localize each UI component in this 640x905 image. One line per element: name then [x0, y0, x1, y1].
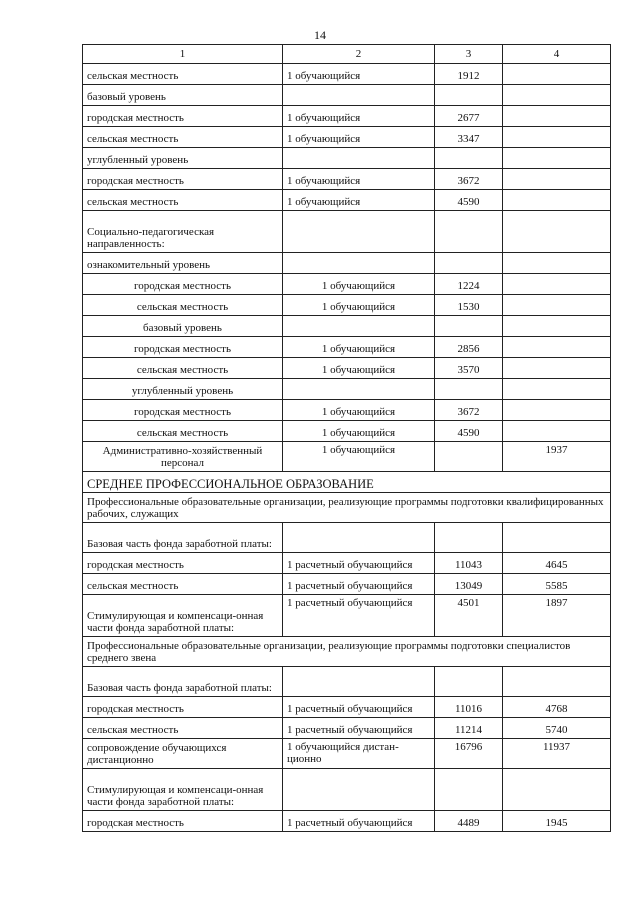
table-row	[83, 64, 611, 85]
row-value-2	[503, 64, 611, 85]
category-heading: Социально-педагогическая направленность:	[83, 211, 283, 253]
row-unit: 1 обучающийся	[283, 106, 435, 127]
row-value: 3672	[435, 400, 503, 421]
row-unit: 1 обучающийся	[283, 442, 435, 472]
row-label: Стимулирующая и компенсаци-онная части фонда заработной платы:	[83, 769, 283, 811]
row-label: углубленный уровень	[83, 379, 283, 400]
row-unit	[283, 316, 435, 337]
header-cell: 4	[503, 45, 611, 64]
row-value-2	[503, 190, 611, 211]
section-row	[83, 472, 611, 493]
row-value-2	[503, 667, 611, 697]
row-value-2	[503, 211, 611, 253]
row-value	[435, 211, 503, 253]
row-label: городская местность	[83, 337, 283, 358]
row-label: сопровождение обучающихся дистанционно	[83, 739, 283, 769]
row-unit	[283, 667, 435, 697]
row-value-2: 1937	[503, 442, 611, 472]
table-row	[83, 421, 611, 442]
row-unit: 1 обучающийся	[283, 400, 435, 421]
row-label: городская местность	[83, 274, 283, 295]
table-row	[83, 667, 611, 697]
table-row	[83, 85, 611, 106]
row-value: 1530	[435, 295, 503, 316]
subsection-row	[83, 493, 611, 523]
row-unit: 1 обучающийся	[283, 127, 435, 148]
table-row	[83, 442, 611, 472]
header-row	[83, 45, 611, 64]
row-label: сельская местность	[83, 358, 283, 379]
row-value-2	[503, 316, 611, 337]
table-row	[83, 169, 611, 190]
row-label: городская местность	[83, 553, 283, 574]
table-row	[83, 811, 611, 832]
table-row	[83, 190, 611, 211]
row-label: городская местность	[83, 697, 283, 718]
row-unit: 1 обучающийся дистан-ционно	[283, 739, 435, 769]
row-label: городская местность	[83, 811, 283, 832]
subsection-heading: Профессиональные образовательные организации, реализующие программы подготовки квалифицированных рабочих, служащих	[83, 493, 611, 523]
row-value	[435, 667, 503, 697]
header-cell: 2	[283, 45, 435, 64]
row-unit	[283, 85, 435, 106]
row-value-2	[503, 148, 611, 169]
header-cell: 3	[435, 45, 503, 64]
row-label: городская местность	[83, 400, 283, 421]
row-value: 4501	[435, 595, 503, 637]
row-value	[435, 523, 503, 553]
row-label: сельская местность	[83, 574, 283, 595]
row-unit: 1 обучающийся	[283, 421, 435, 442]
row-unit: 1 обучающийся	[283, 358, 435, 379]
row-value	[435, 769, 503, 811]
row-value-2	[503, 253, 611, 274]
row-label: городская местность	[83, 106, 283, 127]
row-value	[435, 442, 503, 472]
table-row	[83, 274, 611, 295]
row-value-2	[503, 106, 611, 127]
row-value-2	[503, 358, 611, 379]
row-value-2	[503, 127, 611, 148]
row-value: 13049	[435, 574, 503, 595]
row-label: городская местность	[83, 169, 283, 190]
row-unit: 1 расчетный обучающийся	[283, 574, 435, 595]
row-unit	[283, 148, 435, 169]
row-label: Административно-хозяйственный персонал	[83, 442, 283, 472]
row-value: 1224	[435, 274, 503, 295]
row-value	[435, 148, 503, 169]
table-row	[83, 295, 611, 316]
table-row	[83, 127, 611, 148]
table-row	[83, 211, 611, 253]
row-value	[435, 85, 503, 106]
row-label: сельская местность	[83, 190, 283, 211]
table-row	[83, 595, 611, 637]
row-value: 4489	[435, 811, 503, 832]
row-label: углубленный уровень	[83, 148, 283, 169]
table-row	[83, 106, 611, 127]
section-heading: СРЕДНЕЕ ПРОФЕССИОНАЛЬНОЕ ОБРАЗОВАНИЕ	[83, 472, 611, 493]
row-unit	[283, 523, 435, 553]
row-value: 2856	[435, 337, 503, 358]
row-unit: 1 расчетный обучающийся	[283, 553, 435, 574]
row-value-2: 11937	[503, 739, 611, 769]
subsection-heading: Профессиональные образовательные организации, реализующие программы подготовки специалистов среднего звена	[83, 637, 611, 667]
row-unit: 1 расчетный обучающийся	[283, 718, 435, 739]
table-row	[83, 769, 611, 811]
row-value-2	[503, 295, 611, 316]
row-value-2: 5740	[503, 718, 611, 739]
row-value	[435, 316, 503, 337]
row-unit	[283, 253, 435, 274]
table-row	[83, 553, 611, 574]
table-row	[83, 337, 611, 358]
table-row	[83, 523, 611, 553]
row-label: базовый уровень	[83, 316, 283, 337]
table-row	[83, 718, 611, 739]
row-unit	[283, 379, 435, 400]
row-unit: 1 обучающийся	[283, 64, 435, 85]
row-value-2	[503, 421, 611, 442]
row-label: сельская местность	[83, 421, 283, 442]
row-label: Стимулирующая и компенсаци-онная части фонда заработной платы:	[83, 595, 283, 637]
row-unit: 1 обучающийся	[283, 169, 435, 190]
row-label: сельская местность	[83, 718, 283, 739]
row-label: Базовая часть фонда заработной платы:	[83, 667, 283, 697]
row-label: сельская местность	[83, 295, 283, 316]
row-value: 2677	[435, 106, 503, 127]
row-value: 4590	[435, 190, 503, 211]
row-label: сельская местность	[83, 64, 283, 85]
row-value-2: 4768	[503, 697, 611, 718]
row-value-2: 1945	[503, 811, 611, 832]
row-value-2	[503, 769, 611, 811]
row-value-2	[503, 379, 611, 400]
row-unit: 1 расчетный обучающийся	[283, 697, 435, 718]
row-value-2	[503, 337, 611, 358]
table-row	[83, 379, 611, 400]
row-value: 3672	[435, 169, 503, 190]
row-value-2: 5585	[503, 574, 611, 595]
header-cell: 1	[83, 45, 283, 64]
row-value: 3570	[435, 358, 503, 379]
row-value: 11043	[435, 553, 503, 574]
row-unit	[283, 769, 435, 811]
row-label: Базовая часть фонда заработной платы:	[83, 523, 283, 553]
row-value-2	[503, 169, 611, 190]
row-value-2	[503, 85, 611, 106]
row-value: 11214	[435, 718, 503, 739]
row-label: ознакомительный уровень	[83, 253, 283, 274]
row-value: 4590	[435, 421, 503, 442]
table-row	[83, 739, 611, 769]
row-value: 3347	[435, 127, 503, 148]
tariff-table	[82, 44, 611, 832]
row-label: базовый уровень	[83, 85, 283, 106]
row-value	[435, 379, 503, 400]
row-unit: 1 обучающийся	[283, 274, 435, 295]
row-value-2: 1897	[503, 595, 611, 637]
row-label: сельская местность	[83, 127, 283, 148]
table-row	[83, 574, 611, 595]
row-value-2: 4645	[503, 553, 611, 574]
row-unit: 1 расчетный обучающийся	[283, 595, 435, 637]
row-unit: 1 расчетный обучающийся	[283, 811, 435, 832]
row-unit: 1 обучающийся	[283, 337, 435, 358]
table-row	[83, 316, 611, 337]
row-value-2	[503, 523, 611, 553]
table-row	[83, 400, 611, 421]
table-row	[83, 358, 611, 379]
row-value: 1912	[435, 64, 503, 85]
table-row	[83, 697, 611, 718]
row-value-2	[503, 274, 611, 295]
row-value: 11016	[435, 697, 503, 718]
table-row	[83, 253, 611, 274]
row-value-2	[503, 400, 611, 421]
row-value: 16796	[435, 739, 503, 769]
page-number: 14	[314, 28, 326, 42]
row-unit: 1 обучающийся	[283, 295, 435, 316]
subsection-row	[83, 637, 611, 667]
row-unit: 1 обучающийся	[283, 190, 435, 211]
row-unit	[283, 211, 435, 253]
table-row	[83, 148, 611, 169]
row-value	[435, 253, 503, 274]
